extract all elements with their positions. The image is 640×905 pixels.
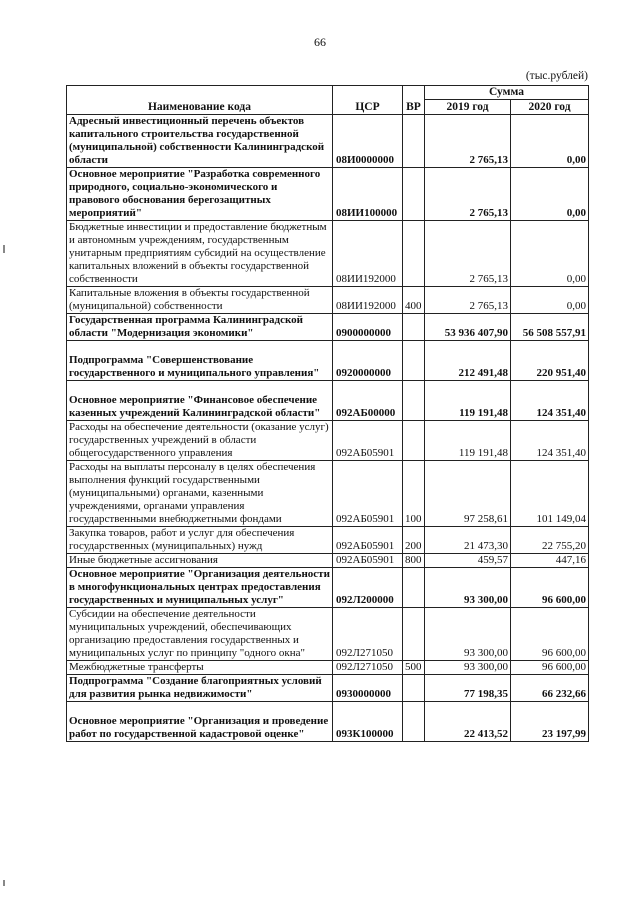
row-sum-2019: 119 191,48	[425, 381, 511, 421]
table-row	[67, 554, 589, 568]
row-sum-2020: 96 600,00	[511, 661, 589, 675]
margin-mark	[3, 245, 5, 253]
row-name: Основное мероприятие "Организация и проведение работ по государственной кадастровой оценке"	[67, 702, 333, 742]
header-name: Наименование кода	[67, 86, 333, 115]
row-name: Расходы на выплаты персоналу в целях обеспечения выполнения функций государственными (муниципальными) органами, казенными учреждениями, органами управления государственными внебюджетными фондами	[67, 461, 333, 527]
row-vr	[403, 568, 425, 608]
table-row	[67, 661, 589, 675]
row-sum-2020: 0,00	[511, 115, 589, 168]
row-sum-2020: 22 755,20	[511, 527, 589, 554]
row-vr	[403, 608, 425, 661]
row-vr	[403, 675, 425, 702]
budget-table	[66, 85, 589, 742]
row-vr	[403, 341, 425, 381]
row-vr	[403, 221, 425, 287]
table-body	[67, 115, 589, 742]
row-sum-2019: 53 936 407,90	[425, 314, 511, 341]
table-row	[67, 221, 589, 287]
row-sum-2020: 56 508 557,91	[511, 314, 589, 341]
row-csr: 092АБ05901	[333, 527, 403, 554]
table-row	[67, 314, 589, 341]
row-sum-2019: 93 300,00	[425, 608, 511, 661]
table-row	[67, 675, 589, 702]
header-sum: Сумма	[425, 86, 589, 100]
row-sum-2020: 23 197,99	[511, 702, 589, 742]
row-sum-2020: 0,00	[511, 221, 589, 287]
row-csr: 08ИИ100000	[333, 168, 403, 221]
row-sum-2020: 220 951,40	[511, 341, 589, 381]
row-vr	[403, 381, 425, 421]
row-csr: 08ИИ192000	[333, 287, 403, 314]
row-name: Подпрограмма "Создание благоприятных условий для развития рынка недвижимости"	[67, 675, 333, 702]
row-sum-2020: 96 600,00	[511, 608, 589, 661]
row-csr: 092Л200000	[333, 568, 403, 608]
row-vr: 200	[403, 527, 425, 554]
row-vr: 100	[403, 461, 425, 527]
table-row	[67, 341, 589, 381]
row-sum-2019: 97 258,61	[425, 461, 511, 527]
row-sum-2019: 93 300,00	[425, 661, 511, 675]
row-csr: 092Л271050	[333, 661, 403, 675]
row-sum-2020: 96 600,00	[511, 568, 589, 608]
row-name: Расходы на обеспечение деятельности (оказание услуг) государственных учреждений в области общегосударственного управления	[67, 421, 333, 461]
row-vr	[403, 314, 425, 341]
row-sum-2019: 2 765,13	[425, 287, 511, 314]
header-csr: ЦСР	[333, 86, 403, 115]
table-row	[67, 168, 589, 221]
row-name: Адресный инвестиционный перечень объектов капитального строительства государственной (муниципальной) собственности Калининградской области	[67, 115, 333, 168]
row-csr: 092АБ05901	[333, 461, 403, 527]
row-vr	[403, 115, 425, 168]
row-name: Бюджетные инвестиции и предоставление бюджетным и автономным учреждениям, государственным унитарным предприятиям субсидий на осуществление капитальных вложений в объекты государственной собственности	[67, 221, 333, 287]
row-sum-2020: 101 149,04	[511, 461, 589, 527]
row-csr: 0920000000	[333, 341, 403, 381]
row-sum-2020: 124 351,40	[511, 381, 589, 421]
page-number: 66	[314, 35, 326, 49]
header-2020: 2020 год	[511, 100, 589, 115]
row-sum-2020: 447,16	[511, 554, 589, 568]
row-csr: 08ИИ192000	[333, 221, 403, 287]
row-sum-2019: 459,57	[425, 554, 511, 568]
row-name: Субсидии на обеспечение деятельности муниципальных учреждений, обеспечивающих организацию предоставления государственных и муниципальных услуг по принципу "одного окна"	[67, 608, 333, 661]
row-sum-2020: 0,00	[511, 168, 589, 221]
row-sum-2019: 93 300,00	[425, 568, 511, 608]
row-sum-2019: 21 473,30	[425, 527, 511, 554]
row-name: Капитальные вложения в объекты государственной (муниципальной) собственности	[67, 287, 333, 314]
row-name: Иные бюджетные ассигнования	[67, 554, 333, 568]
row-name: Государственная программа Калининградской области "Модернизация экономики"	[67, 314, 333, 341]
units-label: (тыс.рублей)	[525, 70, 588, 82]
row-csr: 093К100000	[333, 702, 403, 742]
row-sum-2019: 2 765,13	[425, 115, 511, 168]
row-csr: 092Л271050	[333, 608, 403, 661]
table-row	[67, 115, 589, 168]
row-csr: 092АБ05901	[333, 554, 403, 568]
table-row	[67, 381, 589, 421]
row-sum-2020: 124 351,40	[511, 421, 589, 461]
table-row	[67, 608, 589, 661]
row-vr: 400	[403, 287, 425, 314]
row-vr: 500	[403, 661, 425, 675]
row-csr: 0930000000	[333, 675, 403, 702]
row-vr	[403, 421, 425, 461]
table-row	[67, 527, 589, 554]
header-vr: ВР	[403, 86, 425, 115]
row-sum-2019: 2 765,13	[425, 221, 511, 287]
table-row	[67, 421, 589, 461]
row-vr	[403, 168, 425, 221]
row-csr: 092АБ00000	[333, 381, 403, 421]
row-name: Основное мероприятие "Организация деятельности в многофункциональных центрах предоставления государственных и муниципальных услуг"	[67, 568, 333, 608]
table-row	[67, 702, 589, 742]
row-sum-2019: 212 491,48	[425, 341, 511, 381]
row-sum-2019: 119 191,48	[425, 421, 511, 461]
row-sum-2020: 0,00	[511, 287, 589, 314]
row-csr: 08И0000000	[333, 115, 403, 168]
row-sum-2019: 22 413,52	[425, 702, 511, 742]
row-sum-2020: 66 232,66	[511, 675, 589, 702]
row-csr: 092АБ05901	[333, 421, 403, 461]
row-name: Закупка товаров, работ и услуг для обеспечения государственных (муниципальных) нужд	[67, 527, 333, 554]
header-2019: 2019 год	[425, 100, 511, 115]
row-vr: 800	[403, 554, 425, 568]
row-name: Основное мероприятие "Финансовое обеспечение казенных учреждений Калининградской области"	[67, 381, 333, 421]
table-row	[67, 461, 589, 527]
row-name: Основное мероприятие "Разработка современного природного, социально-экономического и правового обоснования берегозащитных мероприятий"	[67, 168, 333, 221]
row-sum-2019: 2 765,13	[425, 168, 511, 221]
row-vr	[403, 702, 425, 742]
row-csr: 0900000000	[333, 314, 403, 341]
row-sum-2019: 77 198,35	[425, 675, 511, 702]
row-name: Межбюджетные трансферты	[67, 661, 333, 675]
table-row	[67, 568, 589, 608]
margin-mark	[3, 880, 5, 886]
row-name: Подпрограмма "Совершенствование государственного и муниципального управления"	[67, 341, 333, 381]
table-row	[67, 287, 589, 314]
